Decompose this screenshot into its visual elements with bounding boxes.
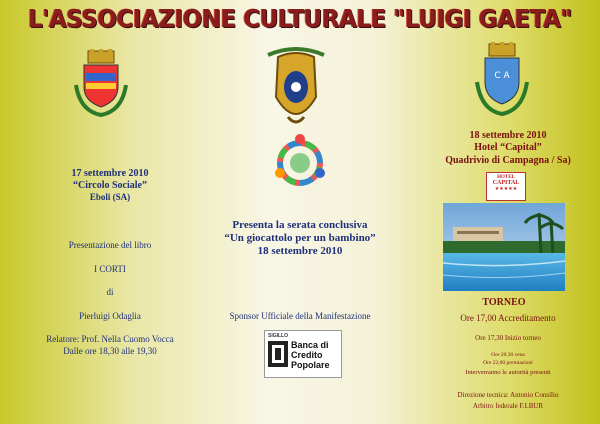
hotel-logo-line2: CAPITAL bbox=[492, 180, 520, 186]
autorita: Interverranno le autorità presenti bbox=[465, 369, 551, 376]
bank-mark-icon bbox=[268, 341, 288, 367]
bank-logo-icon bbox=[264, 330, 342, 378]
book-title: I CORTI bbox=[94, 264, 126, 274]
cena: Ore 20,30 cena bbox=[491, 352, 525, 358]
right-date: 18 settembre 2010 bbox=[469, 130, 547, 141]
direzione-tecnica: Direzione tecnica: Antonio Consilio bbox=[457, 391, 559, 399]
center-line3: 18 settembre 2010 bbox=[257, 245, 343, 257]
coat-of-arms-left-icon bbox=[72, 49, 130, 121]
hotel-stars: ★★★★★ bbox=[494, 186, 518, 192]
torneo-heading: TORNEO bbox=[482, 297, 526, 308]
bank-name-3: Popolare bbox=[291, 360, 330, 370]
book-intro: Presentazione del libro bbox=[68, 240, 152, 250]
premiazioni: Ore 22,00 premiazioni bbox=[483, 360, 533, 366]
coat-of-arms-right-icon bbox=[475, 42, 529, 122]
children-circle-emblem-icon bbox=[272, 133, 328, 191]
sponsor-label: Sponsor Ufficiale della Manifestazione bbox=[229, 311, 371, 321]
arbitro: Arbitro federale F.I.BUR bbox=[472, 402, 544, 410]
book-author: Pierluigi Odaglia bbox=[79, 311, 141, 321]
left-city: Eboli (SA) bbox=[89, 192, 131, 202]
center-line2: “Un giocattolo per un bambino” bbox=[224, 232, 376, 244]
relatore: Relatore: Prof. Nella Cuomo Vocca bbox=[46, 334, 174, 344]
svg-text:C A: C A bbox=[494, 71, 510, 81]
left-hours: Dalle ore 18,30 alle 19,30 bbox=[63, 346, 157, 356]
page-title: L'ASSOCIAZIONE CULTURALE "LUIGI GAETA" bbox=[28, 4, 572, 33]
bank-name-1: Banca di bbox=[291, 340, 329, 350]
left-date: 17 settembre 2010 bbox=[71, 168, 149, 179]
right-hotel: Hotel “Capital” bbox=[474, 142, 542, 153]
inizio-torneo: Ore 17,30 Inizio torneo bbox=[475, 334, 541, 342]
book-di: di bbox=[106, 287, 114, 297]
right-address: Quadrivio di Campagna / Sa) bbox=[445, 155, 571, 166]
bank-name-2: Credito bbox=[291, 350, 323, 360]
hotel-pool-photo bbox=[443, 203, 565, 291]
hotel-logo-line1: HOTEL bbox=[497, 175, 515, 180]
center-line1: Presenta la serata conclusiva bbox=[232, 219, 368, 231]
bank-small-label: SIGILLO bbox=[268, 333, 288, 339]
accreditamento: Ore 17,00 Accreditamento bbox=[460, 313, 556, 323]
left-venue: “Circolo Sociale” bbox=[73, 180, 147, 191]
hotel-capital-logo bbox=[486, 172, 526, 201]
coat-of-arms-center-icon bbox=[264, 47, 328, 133]
